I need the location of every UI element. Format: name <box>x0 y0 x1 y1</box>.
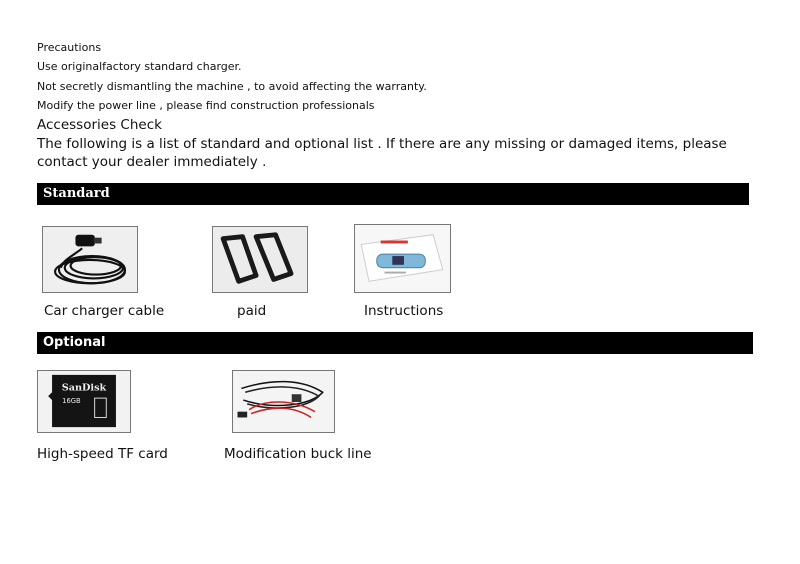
precautions-heading: Precautions <box>37 41 102 54</box>
buck-line-icon <box>232 370 335 433</box>
standard-item-caption: paid <box>237 303 267 319</box>
accessories-description: The following is a list of standard and optional list . If there are any missing or damaged items, please contact your dealer immediately . <box>37 136 727 170</box>
standard-item-caption: Instructions <box>364 303 444 319</box>
standard-item-caption: Car charger cable <box>44 303 165 319</box>
tf-card-icon <box>37 370 131 433</box>
tf-card-brand: SanDisk <box>61 382 107 394</box>
car-charger-cable-icon <box>42 226 138 293</box>
optional-section-bar: Optional <box>37 332 753 354</box>
accessories-heading: Accessories Check <box>37 117 162 133</box>
tf-card-capacity: 16GB <box>62 396 81 405</box>
optional-item-caption: Modification buck line <box>224 446 372 462</box>
precaution-line: Use originalfactory standard charger. <box>37 60 242 73</box>
rubber-straps-icon <box>212 226 308 293</box>
optional-item-caption: High-speed TF card <box>37 446 168 462</box>
instruction-card-icon <box>354 224 451 293</box>
standard-section-bar: Standard <box>37 183 749 205</box>
precaution-line: Not secretly dismantling the machine , to avoid affecting the warranty. <box>37 80 427 93</box>
precaution-line: Modify the power line , please find construction professionals <box>37 99 375 112</box>
